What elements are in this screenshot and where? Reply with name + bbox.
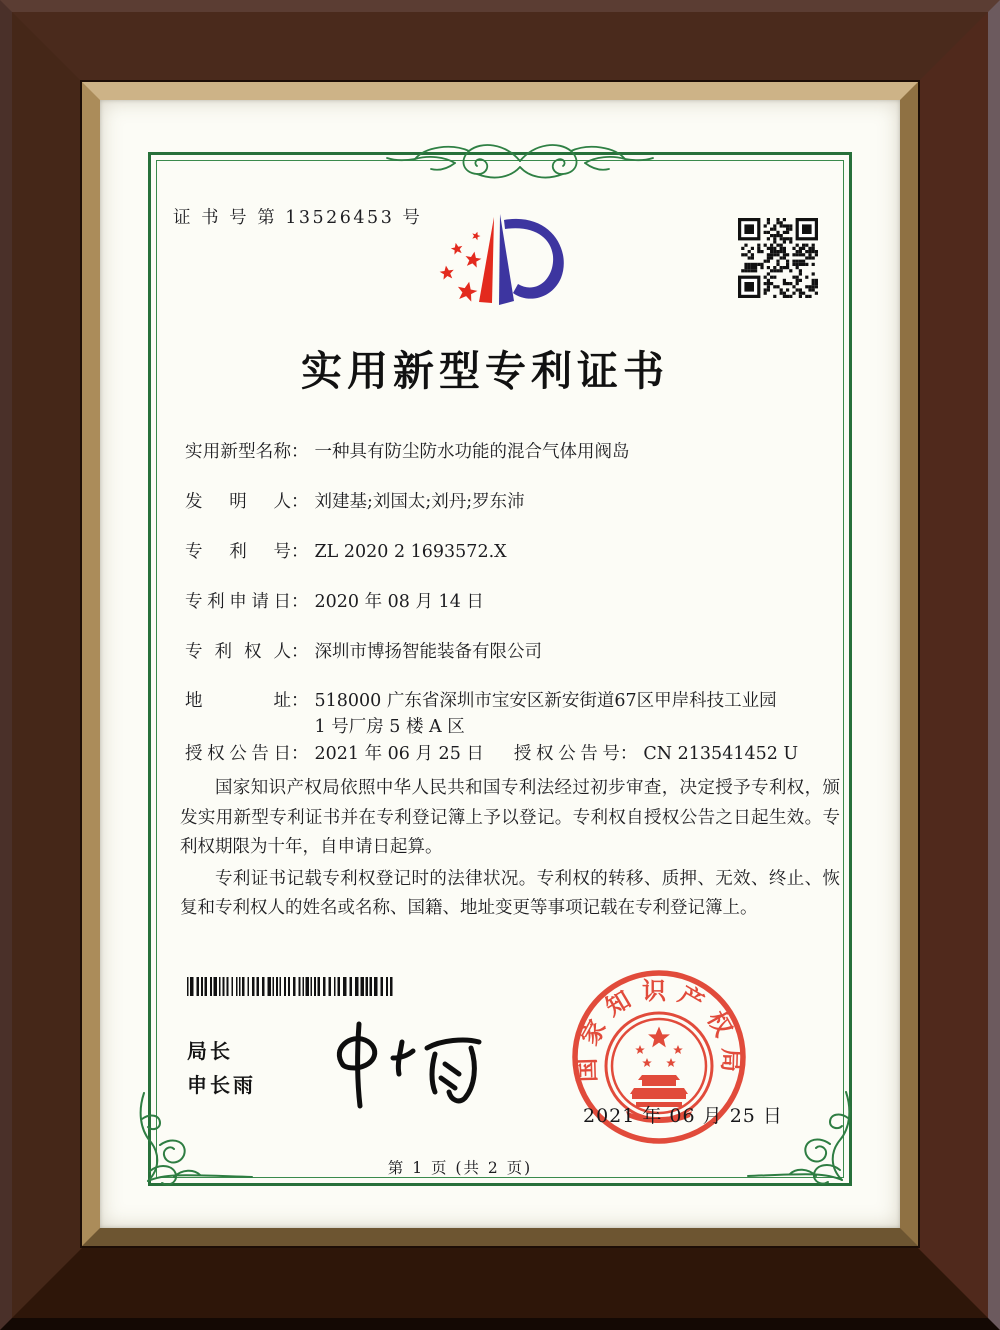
grant-no-label: 授权公告号 [513, 744, 620, 764]
cnipa-logo-icon [420, 198, 585, 343]
field-value: 518000 广东省深圳市宝安区新安街道67区甲岸科技工业园 1 号厂房 5 楼 A 区 [314, 691, 777, 737]
certificate-title: 实用新型专利证书 [301, 347, 669, 395]
field-value: ZL 2020 2 1693572.X [314, 542, 507, 562]
certificate-fields [185, 438, 805, 790]
certificate-number: 证 书 号 第 13526453 号 [173, 208, 423, 228]
legal-text [180, 774, 840, 926]
grant-date-label: 授权公告日 [185, 744, 291, 764]
field-colon: ： [291, 642, 309, 662]
field-label: 专利号 [185, 542, 291, 562]
field-row-name [185, 438, 805, 467]
field-colon: ： [619, 744, 638, 764]
signature [307, 1018, 497, 1113]
grant-date-value: 2021 年 06 月 25 日 [314, 744, 484, 764]
border-ornament-top [385, 133, 655, 183]
field-colon: ： [291, 442, 309, 462]
field-value: 刘建基;刘国太;刘丹;罗东沛 [314, 492, 525, 512]
signer-title: 局长 [187, 1039, 233, 1063]
signer-block [187, 1034, 256, 1102]
field-colon: ： [291, 542, 309, 562]
field-row-filing-date [185, 588, 805, 617]
field-label: 地址 [185, 691, 291, 711]
field-label: 发明人 [185, 492, 291, 512]
field-value: 深圳市博扬智能装备有限公司 [314, 642, 542, 662]
field-row-patent-no [185, 538, 805, 567]
field-colon: ： [291, 492, 309, 512]
legal-paragraph-1: 国家知识产权局依照中华人民共和国专利法经过初步审查，决定授予专利权，颁发实用新型专利证书并在专利登记簿上予以登记。专利权自授权公告之日起生效。专利权期限为十年，自申请日起算。 [180, 778, 840, 857]
seal-date: 2021 年 06 月 25 日 [583, 1105, 783, 1127]
field-row-patentee [185, 638, 805, 667]
field-colon: ： [291, 691, 309, 711]
qr-code [738, 218, 818, 298]
field-label: 实用新型名称 [185, 442, 291, 462]
certificate-paper [100, 100, 900, 1228]
field-row-address [185, 688, 805, 740]
field-colon: ： [291, 744, 309, 764]
grant-no-value: CN 213541452 U [643, 744, 799, 764]
signer-name: 申长雨 [187, 1073, 256, 1097]
field-colon: ： [291, 592, 309, 612]
legal-paragraph-2: 专利证书记载专利权登记时的法律状况。专利权的转移、质押、无效、终止、恢复和专利权人的姓名或名称、国籍、地址变更等事项记载在专利登记簿上。 [180, 868, 840, 918]
barcode [187, 977, 393, 996]
field-label: 专利权人 [185, 642, 291, 662]
field-row-grant [185, 740, 805, 769]
page-number: 第 1 页 (共 2 页) [387, 1159, 533, 1177]
field-value: 2020 年 08 月 14 日 [314, 592, 484, 612]
field-label: 专利申请日 [185, 592, 291, 612]
field-value: 一种具有防尘防水功能的混合气体用阀岛 [314, 442, 630, 462]
field-row-inventors [185, 488, 805, 517]
seal-text: 国家知识产权局 [571, 976, 747, 1083]
